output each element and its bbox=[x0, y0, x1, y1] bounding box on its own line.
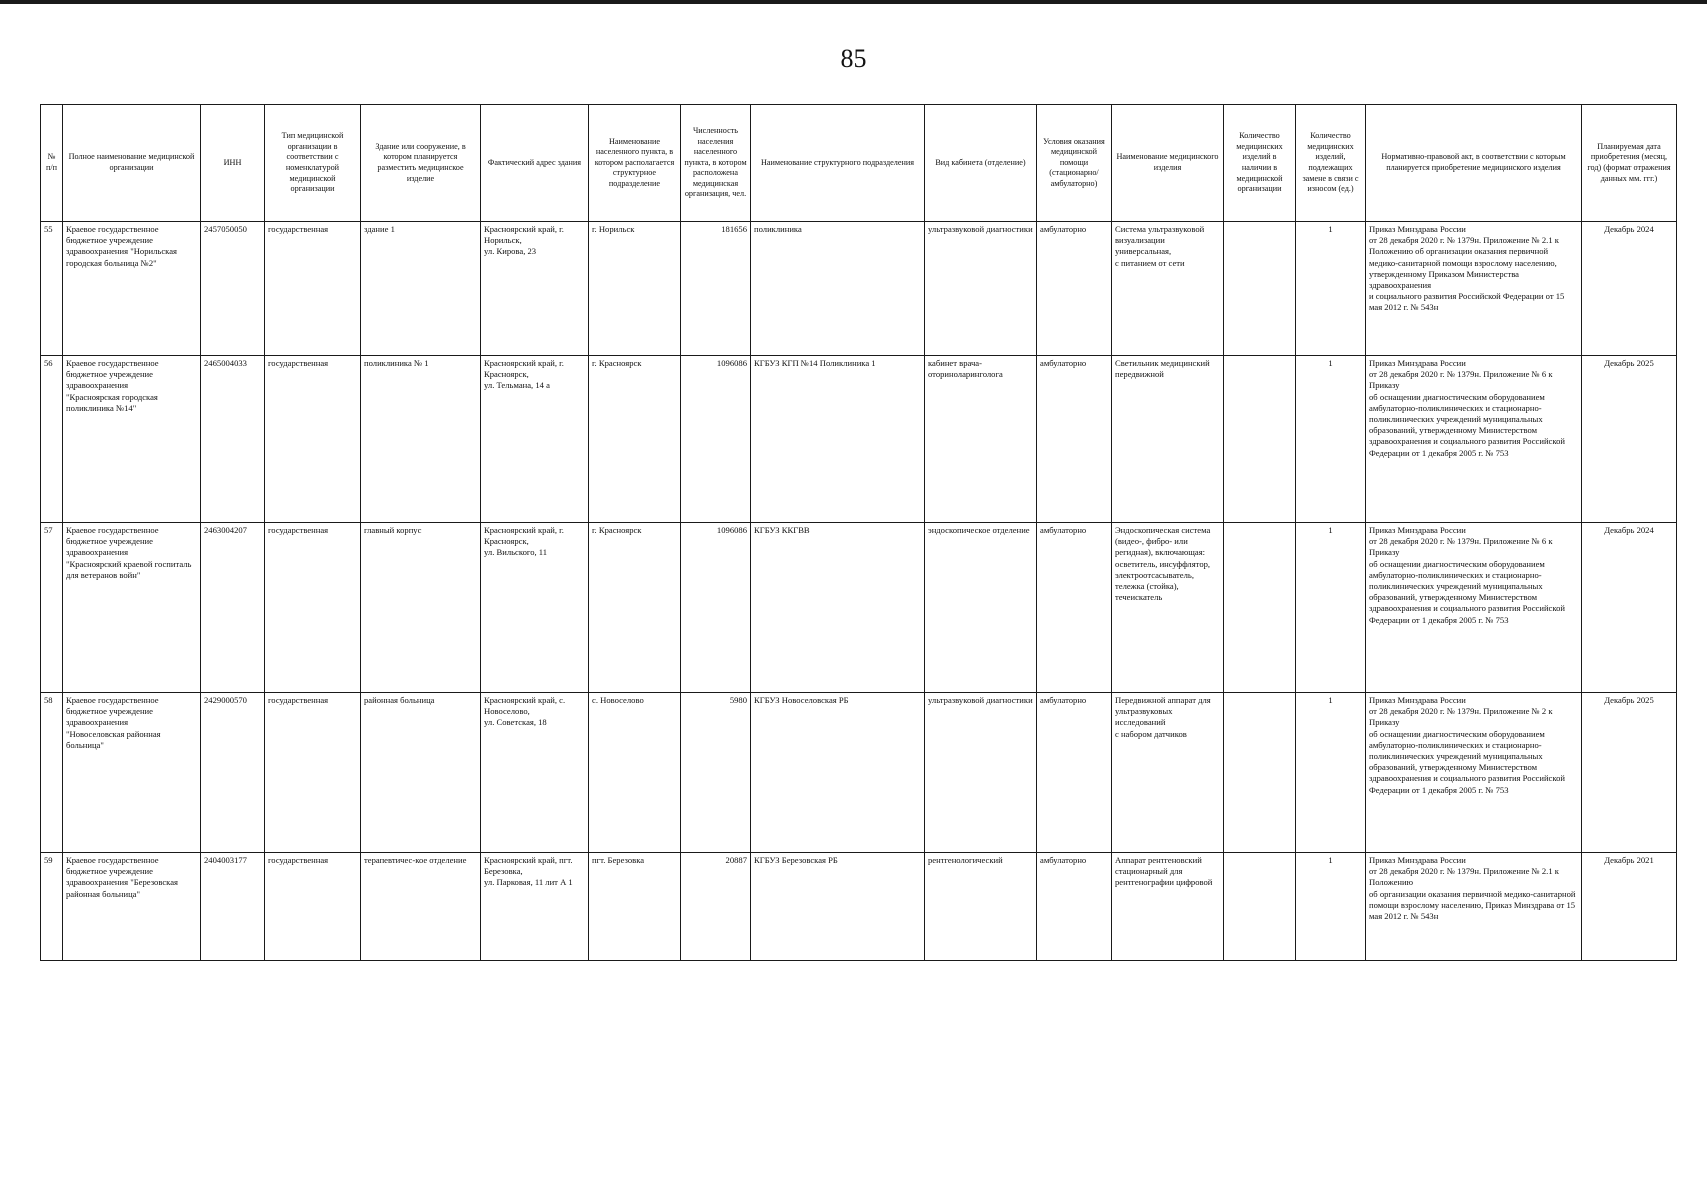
cell-inn: 2457050050 bbox=[201, 222, 265, 356]
header-device: Наименование медицинского изделия bbox=[1112, 105, 1224, 222]
cell-address: Красноярский край, г. Норильск, ул. Кирова, 23 bbox=[481, 222, 589, 356]
cell-available bbox=[1224, 222, 1296, 356]
cell-conditions: амбулаторно bbox=[1037, 222, 1112, 356]
cell-replace: 1 bbox=[1296, 853, 1366, 961]
cell-org-type: государственная bbox=[265, 853, 361, 961]
header-org-type: Тип медицинской организации в соответствии с номенклатурой медицинской организации bbox=[265, 105, 361, 222]
cell-device: Эндоскопическая система (видео-, фибро- или регидная), включающая: осветитель, инсуффлятор, электроотсасыватель, тележка (стойка), течеискатель bbox=[1112, 523, 1224, 693]
cell-population: 1096086 bbox=[681, 523, 751, 693]
cell-legal-act: Приказ Минздрава России от 28 декабря 2020 г. № 1379н. Приложение № 6 к Приказу об оснащении диагностическим оборудованием амбулаторно-поликлинических и стационарно-поликлинических учреждений муниципальных образований, утвержденному Министерством здравоохранения и социального развития Российской Федерации от 1 декабря 2005 г. № 753 bbox=[1366, 356, 1582, 523]
cell-replace: 1 bbox=[1296, 523, 1366, 693]
cell-conditions: амбулаторно bbox=[1037, 853, 1112, 961]
table-header-row bbox=[41, 105, 1677, 222]
cell-unit: КГБУЗ КГП №14 Поликлиника 1 bbox=[751, 356, 925, 523]
cell-inn: 2465004033 bbox=[201, 356, 265, 523]
cell-cabinet: кабинет врача-оториноларинголога bbox=[925, 356, 1037, 523]
cell-number: 58 bbox=[41, 693, 63, 853]
table-row bbox=[41, 356, 1677, 523]
cell-replace: 1 bbox=[1296, 356, 1366, 523]
cell-building: районная больница bbox=[361, 693, 481, 853]
cell-device: Передвижной аппарат для ультразвуковых исследований с набором датчиков bbox=[1112, 693, 1224, 853]
cell-legal-act: Приказ Минздрава России от 28 декабря 2020 г. № 1379н. Приложение № 2.1 к Положению об организации оказания первичной медико-санитарной помощи взрослому населению, утвержденному Приказом Министерства здравоохранения и социального развития Российской Федерации от 15 мая 2012 г. № 543н bbox=[1366, 222, 1582, 356]
cell-date: Декабрь 2024 bbox=[1582, 523, 1677, 693]
table-row bbox=[41, 693, 1677, 853]
cell-organization: Краевое государственное бюджетное учреждение здравоохранения "Березовская районная больница" bbox=[63, 853, 201, 961]
cell-number: 56 bbox=[41, 356, 63, 523]
cell-legal-act: Приказ Минздрава России от 28 декабря 2020 г. № 1379н. Приложение № 2.1 к Положению об организации оказания первичной медико-санитарной помощи взрослому населению, Приказ Минздрава от 15 мая 2012 г. № 543н bbox=[1366, 853, 1582, 961]
cell-number: 55 bbox=[41, 222, 63, 356]
cell-unit: КГБУЗ ККГВВ bbox=[751, 523, 925, 693]
cell-number: 57 bbox=[41, 523, 63, 693]
cell-conditions: амбулаторно bbox=[1037, 523, 1112, 693]
cell-locality: г. Норильск bbox=[589, 222, 681, 356]
cell-number: 59 bbox=[41, 853, 63, 961]
header-unit: Наименование структурного подразделения bbox=[751, 105, 925, 222]
cell-building: поликлиника № 1 bbox=[361, 356, 481, 523]
cell-available bbox=[1224, 523, 1296, 693]
cell-device: Система ультразвуковой визуализации универсальная, с питанием от сети bbox=[1112, 222, 1224, 356]
cell-replace: 1 bbox=[1296, 693, 1366, 853]
header-date: Планируемая дата приобретения (месяц, год) (формат отражения данных мм. ггг.) bbox=[1582, 105, 1677, 222]
table-row bbox=[41, 222, 1677, 356]
cell-population: 181656 bbox=[681, 222, 751, 356]
cell-unit: КГБУЗ Новоселовская РБ bbox=[751, 693, 925, 853]
cell-org-type: государственная bbox=[265, 693, 361, 853]
cell-date: Декабрь 2025 bbox=[1582, 356, 1677, 523]
cell-conditions: амбулаторно bbox=[1037, 693, 1112, 853]
cell-cabinet: ультразвуковой диагностики bbox=[925, 222, 1037, 356]
header-inn: ИНН bbox=[201, 105, 265, 222]
header-organization: Полное наименование медицинской организации bbox=[63, 105, 201, 222]
cell-unit: поликлиника bbox=[751, 222, 925, 356]
cell-device: Аппарат рентгеновский стационарный для рентгенографии цифровой bbox=[1112, 853, 1224, 961]
cell-device: Светильник медицинский передвижной bbox=[1112, 356, 1224, 523]
cell-cabinet: рентгенологический bbox=[925, 853, 1037, 961]
header-cabinet: Вид кабинета (отделение) bbox=[925, 105, 1037, 222]
header-legal-act: Нормативно-правовой акт, в соответствии с которым планируется приобретение медицинского изделия bbox=[1366, 105, 1582, 222]
cell-locality: г. Красноярск bbox=[589, 523, 681, 693]
cell-date: Декабрь 2021 bbox=[1582, 853, 1677, 961]
cell-population: 20887 bbox=[681, 853, 751, 961]
cell-locality: пгт. Березовка bbox=[589, 853, 681, 961]
cell-org-type: государственная bbox=[265, 523, 361, 693]
cell-inn: 2429000570 bbox=[201, 693, 265, 853]
equipment-registry-table bbox=[40, 104, 1677, 961]
cell-org-type: государственная bbox=[265, 222, 361, 356]
cell-inn: 2404003177 bbox=[201, 853, 265, 961]
top-border-line bbox=[0, 0, 1707, 4]
table-row bbox=[41, 853, 1677, 961]
header-address: Фактический адрес здания bbox=[481, 105, 589, 222]
cell-address: Красноярский край, пгт. Березовка, ул. Парковая, 11 лит А 1 bbox=[481, 853, 589, 961]
cell-organization: Краевое государственное бюджетное учреждение здравоохранения "Новоселовская районная больница" bbox=[63, 693, 201, 853]
cell-building: здание 1 bbox=[361, 222, 481, 356]
cell-organization: Краевое государственное бюджетное учреждение здравоохранения "Красноярская городская поликлиника №14" bbox=[63, 356, 201, 523]
cell-organization: Краевое государственное бюджетное учреждение здравоохранения "Красноярский краевой госпиталь для ветеранов войн" bbox=[63, 523, 201, 693]
cell-available bbox=[1224, 853, 1296, 961]
cell-date: Декабрь 2024 bbox=[1582, 222, 1677, 356]
cell-cabinet: эндоскопическое отделение bbox=[925, 523, 1037, 693]
header-population: Численность населения населенного пункта, в котором расположена медицинская организация, чел. bbox=[681, 105, 751, 222]
cell-locality: г. Красноярск bbox=[589, 356, 681, 523]
cell-date: Декабрь 2025 bbox=[1582, 693, 1677, 853]
header-locality: Наименование населенного пункта, в котором располагается структурное подразделение bbox=[589, 105, 681, 222]
cell-building: главный корпус bbox=[361, 523, 481, 693]
header-conditions: Условия оказания медицинской помощи (стационарно/ амбулаторно) bbox=[1037, 105, 1112, 222]
cell-locality: с. Новоселово bbox=[589, 693, 681, 853]
cell-organization: Краевое государственное бюджетное учреждение здравоохранения "Норильская городская больница №2" bbox=[63, 222, 201, 356]
cell-replace: 1 bbox=[1296, 222, 1366, 356]
cell-available bbox=[1224, 356, 1296, 523]
header-building: Здание или сооружение, в котором планируется разместить медицинское изделие bbox=[361, 105, 481, 222]
cell-conditions: амбулаторно bbox=[1037, 356, 1112, 523]
cell-inn: 2463004207 bbox=[201, 523, 265, 693]
header-available: Количество медицинских изделий в наличии в медицинской организации bbox=[1224, 105, 1296, 222]
cell-org-type: государственная bbox=[265, 356, 361, 523]
header-replace: Количество медицинских изделий, подлежащих замене в связи с износом (ед.) bbox=[1296, 105, 1366, 222]
cell-legal-act: Приказ Минздрава России от 28 декабря 2020 г. № 1379н. Приложение № 6 к Приказу об оснащении диагностическим оборудованием амбулаторно-поликлинических и стационарно-поликлинических учреждений муниципальных образований, утвержденному Министерством здравоохранения и социального развития Российской Федерации от 1 декабря 2005 г. № 753 bbox=[1366, 523, 1582, 693]
table-row bbox=[41, 523, 1677, 693]
cell-available bbox=[1224, 693, 1296, 853]
header-number: № п/п bbox=[41, 105, 63, 222]
cell-address: Красноярский край, с. Новоселово, ул. Советская, 18 bbox=[481, 693, 589, 853]
cell-address: Красноярский край, г. Красноярск, ул. Тельмана, 14 а bbox=[481, 356, 589, 523]
cell-legal-act: Приказ Минздрава России от 28 декабря 2020 г. № 1379н. Приложение № 2 к Приказу об оснащении диагностическим оборудованием амбулаторно-поликлинических и стационарно-поликлинических учреждений муниципальных образований, утвержденному Министерством здравоохранения и социального развития Российской Федерации от 1 декабря 2005 г. № 753 bbox=[1366, 693, 1582, 853]
page-number: 85 bbox=[840, 44, 867, 73]
cell-population: 1096086 bbox=[681, 356, 751, 523]
cell-building: терапевтичес-кое отделение bbox=[361, 853, 481, 961]
cell-population: 5980 bbox=[681, 693, 751, 853]
cell-unit: КГБУЗ Березовская РБ bbox=[751, 853, 925, 961]
cell-cabinet: ультразвуковой диагностики bbox=[925, 693, 1037, 853]
cell-address: Красноярский край, г. Красноярск, ул. Вильского, 11 bbox=[481, 523, 589, 693]
